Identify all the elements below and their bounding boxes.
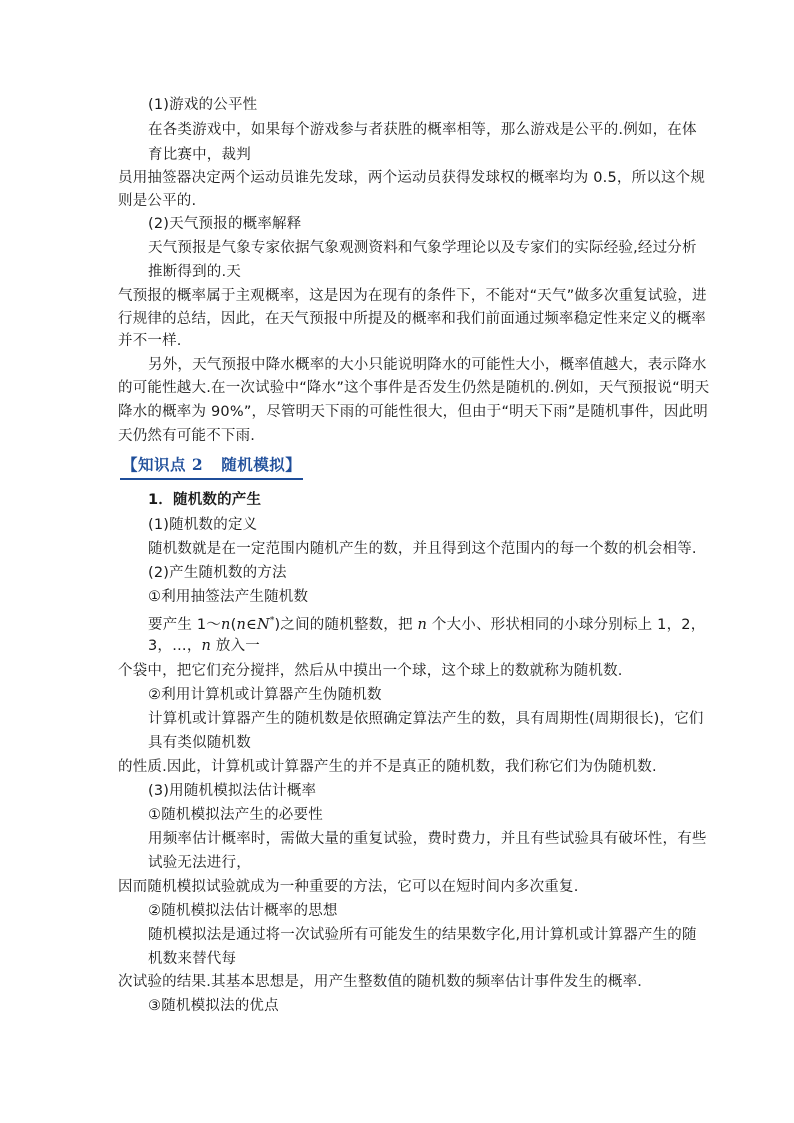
paragraph-line: 机数来替代每 — [148, 951, 237, 967]
paragraph-line: 计算机或计算器产生的随机数是依照确定算法产生的数，具有周期性(周期很长)，它们 — [148, 711, 704, 727]
paragraph-line: 的可能性越大.在一次试验中“降水”这个事件是否发生仍然是随机的.例如，天气预报说“明天 — [118, 380, 710, 396]
paragraph-line-with-math: 3，…，n 放入一 — [148, 638, 260, 654]
paragraph-line: 气预报的概率属于主观概率，这是因为在现有的条件下，不能对“天气”做多次重复试验，进 — [118, 288, 707, 304]
item-title-idea: ②随机模拟法估计概率的思想 — [148, 903, 338, 919]
knowledge-point-label: 【知识点 2 — [122, 455, 204, 474]
paragraph-line: 并不一样. — [118, 333, 182, 349]
paragraph-line: 具有类似随机数 — [148, 735, 251, 751]
section-title-definition: (1)随机数的定义 — [148, 517, 258, 533]
section-title-game-fairness: (1)游戏的公平性 — [148, 97, 258, 113]
paragraph-line: 天气预报是气象专家依据气象观测资料和气象学理论以及专家们的实际经验,经过分析 — [148, 240, 697, 256]
paragraph-line-with-math: 要产生 1～n(n∈N*)之间的随机整数，把 n 个大小、形状相同的小球分别标上 1，2， — [148, 616, 706, 633]
paragraph-line: 的性质.因此，计算机或计算器产生的并不是真正的随机数，我们称它们为伪随机数. — [118, 759, 657, 775]
section-title-methods: (2)产生随机数的方法 — [148, 565, 287, 581]
method-title-pseudo-random: ②利用计算机或计算器产生伪随机数 — [148, 687, 382, 703]
knowledge-point-heading — [120, 453, 303, 480]
paragraph-line: 推断得到的.天 — [148, 264, 242, 280]
paragraph-line: 试验无法进行， — [148, 855, 251, 871]
paragraph-line: 在各类游戏中，如果每个游戏参与者获胜的概率相等，那么游戏是公平的.例如，在体 — [148, 122, 697, 138]
paragraph-line: 用频率估计概率时，需做大量的重复试验，费时费力，并且有些试验具有破坏性，有些 — [148, 831, 707, 847]
knowledge-point-title: 随机模拟】 — [221, 455, 302, 474]
item-title-necessity: ①随机模拟法产生的必要性 — [148, 807, 323, 823]
paragraph-line: 天仍然有可能不下雨. — [118, 428, 256, 444]
paragraph-line: 个袋中，把它们充分搅拌，然后从中摸出一个球，这个球上的数就称为随机数. — [118, 663, 623, 679]
paragraph-line: 随机数就是在一定范围内随机产生的数，并且得到这个范围内的每一个数的机会相等. — [148, 541, 697, 557]
paragraph-line: 则是公平的. — [118, 193, 197, 209]
method-title-lottery: ①利用抽签法产生随机数 — [148, 589, 309, 605]
paragraph-line: 因而随机模拟试验就成为一种重要的方法，它可以在短时间内多次重复. — [118, 879, 579, 895]
item-title-advantages: ③随机模拟法的优点 — [148, 998, 279, 1014]
paragraph-line: 次试验的结果.其基本思想是，用产生整数值的随机数的频率估计事件发生的概率. — [118, 974, 643, 990]
paragraph-line: 另外，天气预报中降水概率的大小只能说明降水的可能性大小，概率值越大，表示降水 — [148, 357, 707, 373]
paragraph-line: 行规律的总结，因此，在天气预报中所提及的概率和我们前面通过频率稳定性来定义的概率 — [118, 311, 706, 327]
paragraph-line: 降水的概率为 90%”，尽管明天下雨的可能性很大，但由于“明天下雨”是随机事件，因此明 — [118, 404, 708, 420]
section-title-simulation: (3)用随机模拟法估计概率 — [148, 783, 317, 799]
subsection-title-random-number-generation: 1．随机数的产生 — [148, 492, 262, 508]
section-title-weather-forecast: (2)天气预报的概率解释 — [148, 216, 302, 232]
paragraph-line: 随机模拟法是通过将一次试验所有可能发生的结果数字化,用计算机或计算器产生的随 — [148, 927, 697, 943]
paragraph-line: 育比赛中，裁判 — [148, 147, 251, 163]
paragraph-line: 员用抽签器决定两个运动员谁先发球，两个运动员获得发球权的概率均为 0.5，所以这个规 — [118, 170, 706, 186]
